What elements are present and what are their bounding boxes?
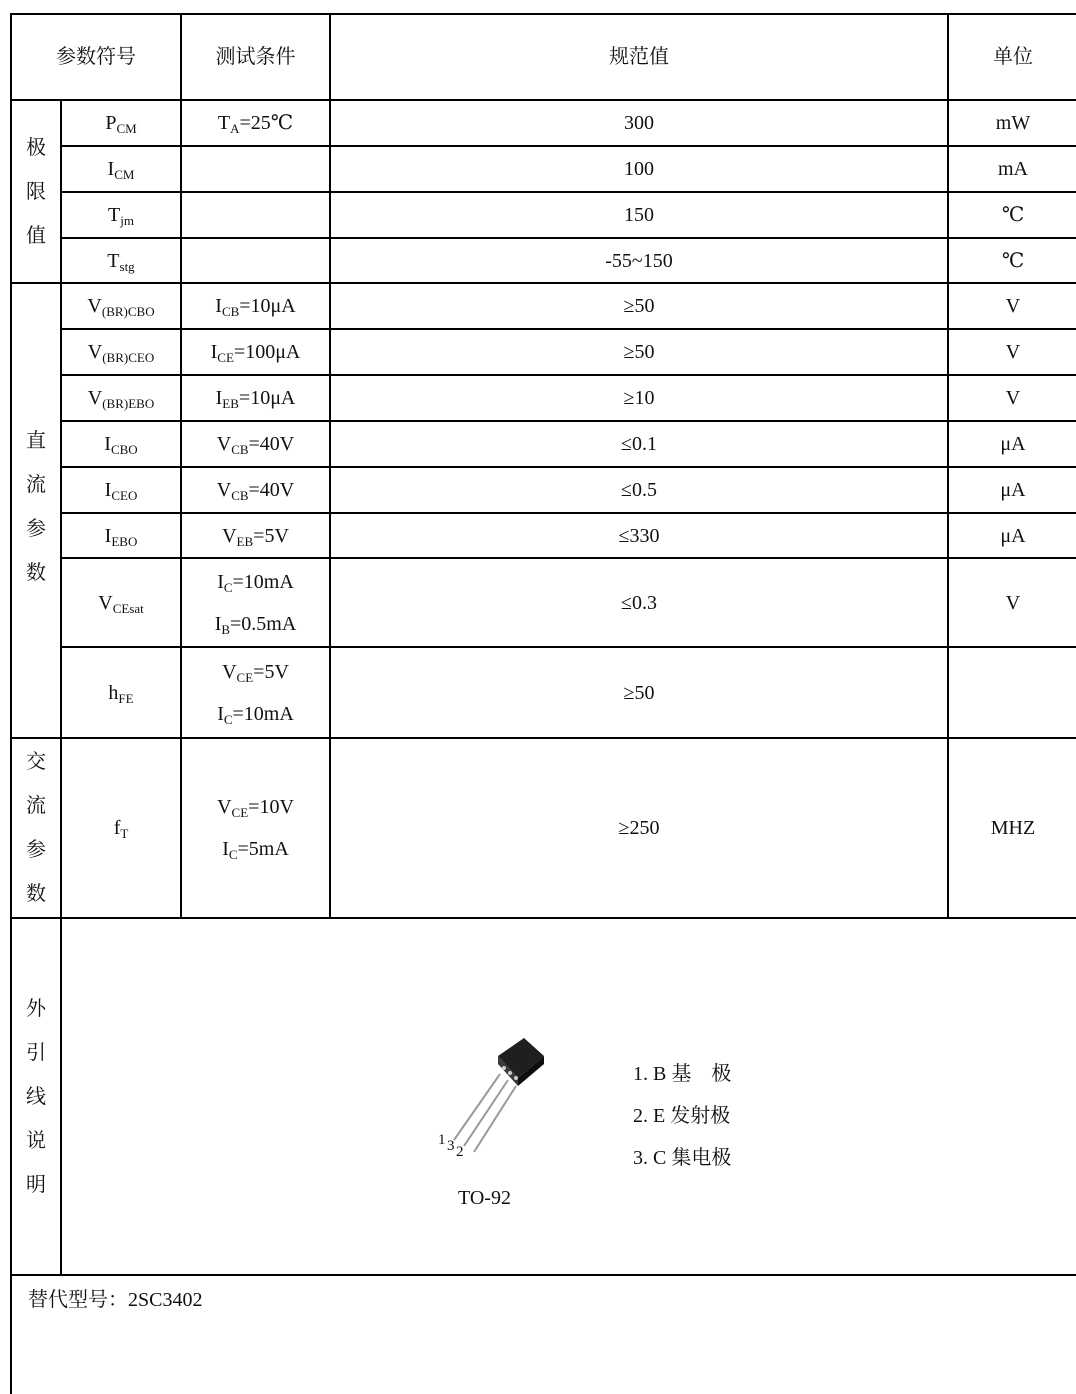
table-row [11,513,1076,558]
spec-value: ≤0.1 [330,421,948,467]
group-label-dc: 直 流 参 数 [11,283,61,738]
spec-value: ≥250 [330,738,948,918]
unit: MHZ [948,738,1076,918]
unit: mA [948,146,1076,192]
spec-value: 100 [330,146,948,192]
pin-item: 1. B 基 极 [633,1063,732,1085]
test-condition: $V_{CE}=10V$ $I_C=5mA$ [181,738,330,918]
table-row [11,647,1076,738]
pin-item: 3. C 集电极 [633,1147,732,1169]
param-symbol: $V_{(BR)CEO}$ [61,329,181,375]
note-cell [11,1275,1076,1394]
spec-table [10,13,1076,1394]
param-symbol: $I_{CEO}$ [61,467,181,513]
table-row [11,146,1076,192]
spec-value: -55~150 [330,238,948,283]
test-condition: $I_{EB}=10\mu A$ [181,375,330,421]
test-condition [181,238,330,283]
header-condition: 测试条件 [181,14,330,100]
unit: V [948,375,1076,421]
param-symbol: $I_{EBO}$ [61,513,181,558]
spec-value: 300 [330,100,948,146]
header-spec: 规范值 [330,14,948,100]
group-label-ac: 交 流 参 数 [11,738,61,918]
table-row [11,558,1076,647]
to92-package-icon [432,1032,552,1162]
header-unit: 单位 [948,14,1076,100]
unit: mW [948,100,1076,146]
unit: μA [948,513,1076,558]
param-symbol: $f_T$ [61,738,181,918]
param-symbol: $V_{(BR)EBO}$ [61,375,181,421]
pin-list [633,1053,731,1179]
pinout-diagram [62,919,1076,1274]
test-condition: $I_C=10mA$ $I_B=0.5mA$ [181,558,330,647]
unit: V [948,558,1076,647]
pin-number-label: 2 [456,1144,464,1160]
param-symbol: $I_{CBO}$ [61,421,181,467]
param-symbol: $V_{CEsat}$ [61,558,181,647]
test-condition: $V_{CB}=40V$ [181,467,330,513]
test-condition [181,192,330,238]
test-condition: $I_{CB}=10\mu A$ [181,283,330,329]
header-param: 参数符号 [11,14,181,100]
unit: μA [948,421,1076,467]
table-row [11,421,1076,467]
test-condition [181,146,330,192]
test-condition: $I_{CE}=100\mu A$ [181,329,330,375]
spec-value: ≥50 [330,647,948,738]
test-condition: $V_{CE}=5V$ $I_C=10mA$ [181,647,330,738]
table-row [11,238,1076,283]
table-row [11,738,1076,918]
test-condition: $V_{EB}=5V$ [181,513,330,558]
param-symbol: $P_{CM}$ [61,100,181,146]
spec-value: ≤330 [330,513,948,558]
spec-value: ≤0.3 [330,558,948,647]
unit: μA [948,467,1076,513]
group-label-pinout: 外 引 线 说 明 [11,918,61,1275]
pinout-diagram-cell [61,918,1076,1275]
test-condition: $V_{CB}=40V$ [181,421,330,467]
replacement-note: 替代型号：2SC3402 [28,1289,203,1311]
unit: V [948,329,1076,375]
spec-value: 150 [330,192,948,238]
table-row [11,283,1076,329]
spec-value: ≥50 [330,329,948,375]
header-row [11,14,1076,100]
unit [948,647,1076,738]
param-symbol: $T_{stg}$ [61,238,181,283]
table-row [11,375,1076,421]
spec-value: ≤0.5 [330,467,948,513]
table-row [11,192,1076,238]
param-symbol: $h_{FE}$ [61,647,181,738]
param-symbol: $V_{(BR)CBO}$ [61,283,181,329]
package-name: TO-92 [458,1187,511,1209]
table-row [11,918,1076,1275]
unit: ℃ [948,238,1076,283]
unit: V [948,283,1076,329]
spec-value: ≥50 [330,283,948,329]
param-symbol: $I_{CM}$ [61,146,181,192]
pin-number-label: 3 [447,1138,455,1154]
table-row [11,100,1076,146]
unit: ℃ [948,192,1076,238]
pin-number-label: 1 [438,1132,446,1148]
group-label-limits: 极 限 值 [11,100,61,283]
pin-item: 2. E 发射极 [633,1105,731,1127]
test-condition: $T_A=25℃$ [181,100,330,146]
param-symbol: $T_{jm}$ [61,192,181,238]
table-row [11,329,1076,375]
table-row [11,1275,1076,1394]
spec-value: ≥10 [330,375,948,421]
table-row [11,467,1076,513]
